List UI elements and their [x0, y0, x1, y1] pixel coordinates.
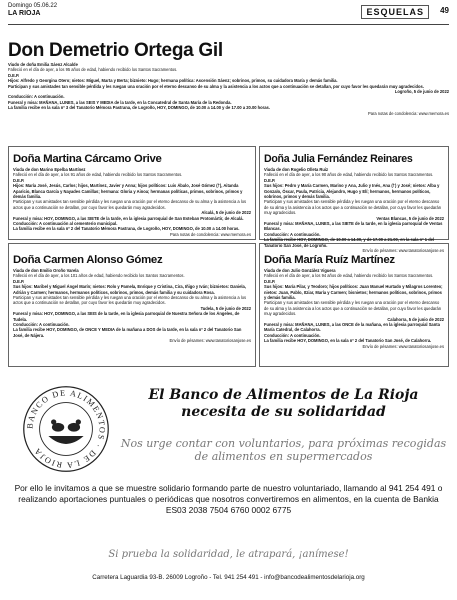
notice-prayer: Participan y sus amistades tan sensible pérdida y les ruegan una oración por el eterno descanso de su alma y la asistencia a los actos que a continuación se detallan, por cuyo favor les quedarán muy agradecidos.	[13, 295, 247, 306]
notice-place: Tudela, 5 de junio de 2022	[200, 305, 251, 311]
death-line: Falleció en el día de ayer, a los 95 años de edad, habiendo recibido los Santos Sacramentos.	[8, 67, 178, 73]
notice-name: Doña Carmen Alonso Gómez	[13, 254, 163, 266]
conduction-line: Conducción: A continuación.	[8, 94, 65, 100]
page-header	[8, 0, 449, 25]
notice-death: Falleció en el día de ayer, a los 94 años de edad, habiendo recibido los Santos Sacramentos.	[264, 273, 434, 279]
chapel-line: La familia recibe en la sala nº 3 del Tanatorio Mémora Pastrana, de Logroño, HOY, DOMINGO, de 10.00 a 14.00 y de 17.00 a 20.00 horas.	[8, 105, 270, 111]
advert-headline: El Banco de Alimentos de La Rioja necesita de su solidaridad	[148, 387, 419, 420]
notice-conduction: Conducción: A continuación.	[264, 332, 321, 338]
notice-condolences: Envío de pésames: www.tanatoriosanjose.es	[362, 248, 444, 254]
notice-chapel: La familia recibe en la sala nº 2 del Tanatorio Mémora Pastrana, de Logroño, HOY, DOMINGO, de 10.00 a 14.00 horas.	[13, 226, 240, 232]
food-bank-advert	[8, 377, 449, 600]
notice-condolences: Envío de pésames: www.tanatoriosanjose.es	[362, 343, 444, 349]
notice-funeral: Funeral y misa: HOY, DOMINGO, a las SIETE de la tarde, en la iglesia parroquial de San Esteban Protomártir, de Alcalá.	[13, 215, 244, 221]
notice-chapel: La familia recibe HOY, DOMINGO, de 10.00 a 14.00, y de 17.00 a 21.00, en la sala nº 1 del Tanatorio San José, de Logroño.	[264, 237, 435, 248]
page-number: 49	[440, 6, 449, 15]
advert-address: Carretera Laguardia 93-B. 26009 Logroño - Tel. 941 254 491 - info@bancodealimentosdelarioja.org	[92, 574, 365, 581]
food-bank-logo-icon	[22, 385, 110, 473]
main-obituary	[8, 40, 449, 140]
notice-spouse: Viuda de don Emilio Oroño Varela	[13, 268, 79, 273]
notice-card	[259, 250, 449, 367]
notice-conduction: Conducción: A continuación.	[264, 231, 321, 237]
condolence-line: Para notas de condolencia: www.memora.es	[367, 110, 449, 116]
notice-prayer: Participan y sus amistades tan sensible pérdida y les ruegan una oración por el eterno descanso de su alma y la asistencia a los actos que a continuación se detallan, por cuyo favor les quedarán muy agradecidos.	[264, 300, 442, 317]
notice-spouse: Viuda de don Marino Epelba Martínez	[13, 167, 86, 172]
notice-conduction: Conducción: A continuación al cementerio municipal.	[13, 221, 118, 227]
notice-card	[8, 149, 256, 240]
notice-name: Doña María Ruíz Martínez	[264, 254, 395, 266]
notice-condolences: Envío de pésames: www.tanatoriosanjose.es	[169, 338, 251, 344]
notice-spouse: Viuda de don Rogelio Olleta Ruiz	[264, 167, 329, 172]
section-label: ESQUELAS	[361, 5, 429, 19]
notice-spouse: Viuda de don Julio González Viguera	[264, 268, 336, 273]
prayer-line: Participan y sus amistades tan sensible pérdida y les ruegan una oración por el eterno descanso de su alma y la asistencia a los actos que a continuación se detallan, por cuyo favor les quedarán muy agradecidos.	[8, 83, 424, 89]
notice-name: Doña Martina Cárcamo Orive	[13, 153, 162, 165]
spouse-line: Viudo de doña Emilia Sáenz Alcalde	[8, 62, 78, 67]
notice-dep: D.E.P.	[264, 177, 276, 183]
advert-slogan: Si prueba la solidaridad, le atrapará, ¡anímese!	[108, 549, 349, 560]
notice-funeral: Funeral y misa: HOY, DOMINGO, a las SEIS de la tarde, en la iglesia parroquial de Nuestra Señora de los Ángeles, de Tudela.	[13, 311, 240, 322]
notice-card	[8, 250, 256, 367]
place-date: Logroño, 5 de junio de 2022	[394, 89, 449, 95]
notice-death: Falleció en el día de ayer, a los 101 años de edad, habiendo recibido los Santos Sacramentos.	[13, 273, 185, 279]
notice-family: Hijos: María José, Jesús, Carlos; hijos, Martínez, Javier y Anna; hijos políticos: Luis Ábalo, José Gómez (†), Aitanda Aparicio, Blanca García y Nayades Camillas; hermana: Gloria y Ainoa; hermanas políticas, primos, sobrinos, primos y demás familia.	[13, 183, 243, 200]
notice-family: Sus hijos: María Pilar, y Teodoro; hijos políticos: Juan Manuel Hurtado y Milagros Lorenteo; nietos: Juan, Pablo, Itziar, María y Carmen; bisnietos; hermanos políticos, sobrinos, primos y demás familia.	[264, 284, 443, 301]
notice-place: Alcalá, 5 de junio de 2022	[201, 210, 251, 216]
notice-prayer: Participan y sus amistades tan sensible pérdida y les ruegan una oración por el eterno descanso de su alma y la asistencia a los actos que a continuación se detallan, por cuyo favor les quedarán muy agradecidos.	[264, 199, 442, 216]
notice-chapel: La familia recibe HOY, DOMINGO, en la sala nº 2 del Tanatorio San José, de Calahorra.	[264, 338, 432, 344]
notice-family: Sus hijos: Maribel y Miguel Ángel Marín; nietos: Rolo y Pamela, Enrique y Cristina, Cira, Iñigo y Iván; biznietos: Daniela, Adrián y Carmen; hermanos, hermanos políticos, sobrinos, primos, demás familia y su cuidadora Rosa.	[13, 284, 246, 295]
notice-family: Sus hijos: Pedro y María Carmen, Marino y Ana, Julio y Inés, Ana (†) y José; nietos: Alba y Gonzalo, Óscar, Paula, Patricia, Alejandro, Hugo y Elí; hermanos, hermanos políticos, sobrinos, primos y demás familia.	[264, 183, 440, 200]
notice-chapel: La familia recibe HOY, DOMINGO, de ONCE Y MEDIA de la mañana a DOS de la tarde, en la sala nº 2 del Tanatorio San José, de Nájera.	[13, 327, 242, 338]
notice-place: Calahorra, 5 de junio de 2022	[387, 316, 444, 322]
notice-card	[259, 149, 449, 254]
funeral-line: Funeral y misa: MAÑANA, LUNES, a las SEIS Y MEDIA de la tarde, en la Concatedral de Santa María de la Redonda.	[8, 99, 232, 105]
logo-ring-text: BANCO DE ALIMENTOS · DE LA RIOJA	[25, 388, 107, 470]
notice-name: Doña Julia Fernández Reinares	[264, 153, 413, 165]
notice-death: Falleció en el día de ayer, a los 90 años de edad, habiendo recibido los Santos Sacramentos.	[264, 172, 434, 178]
notice-place: Ventas Blancas, 5 de junio de 2022	[376, 215, 444, 221]
notice-conduction: Conducción: A continuación.	[13, 322, 70, 328]
notice-funeral: Funeral y misa: MAÑANA, LUNES, a las ONCE de la mañana, en la iglesia parroquial Santa María Catedral, de Calahorra.	[264, 322, 440, 333]
notice-death: Falleció en el día de ayer, a los 91 años de edad, habiendo recibido los Santos Sacramentos.	[13, 172, 183, 178]
dep-line: D.E.P.	[8, 72, 20, 78]
issue-date: Domingo 05.06.22	[8, 3, 58, 9]
deceased-name: Don Demetrio Ortega Gil	[8, 40, 223, 61]
notice-dep: D.E.P.	[264, 278, 276, 284]
advert-body: Por ello le invitamos a que se muestre solidario formando parte de nuestro voluntariado, llamando al 941 254 491 o realizando aportaciones puntuales o periódicas que nosotros convertiremos en alimentos, en la cuenta de Bankia ES03 2038 7504 6760 0002 6775	[14, 483, 443, 515]
notice-dep: D.E.P.	[13, 177, 25, 183]
notice-funeral: Funeral y misa: MAÑANA, LUNES, a las SIETE de la tarde, en la iglesia parroquial de Ventas Blancas.	[264, 221, 443, 232]
newspaper-name: LA RIOJA	[8, 10, 41, 17]
notice-dep: D.E.P.	[13, 278, 25, 284]
svg-text:BANCO DE ALIMENTOS · DE LA RIO	[25, 388, 106, 469]
advert-subheadline: Nos urge contar con voluntarios, para próximas recogidas de alimentos en supermercados	[120, 437, 447, 463]
notice-prayer: Participan y sus amistades tan sensible pérdida y les ruegan una oración por el eterno descanso de su alma y la asistencia a los actos que a continuación se detallan, por cuyo favor les quedarán muy agradecidos.	[13, 199, 247, 210]
family-line: Hijos: Alfredo y Georgina Otero; nietos: Miguel, Marta y Berta; biznieto: Hugo; hermana política: Ascensión Sáenz; sobrinos, primos, su cuidadora María y demás familia.	[8, 78, 338, 84]
notice-condolences: Para notas de condolencia: www.memora.es	[169, 231, 251, 237]
